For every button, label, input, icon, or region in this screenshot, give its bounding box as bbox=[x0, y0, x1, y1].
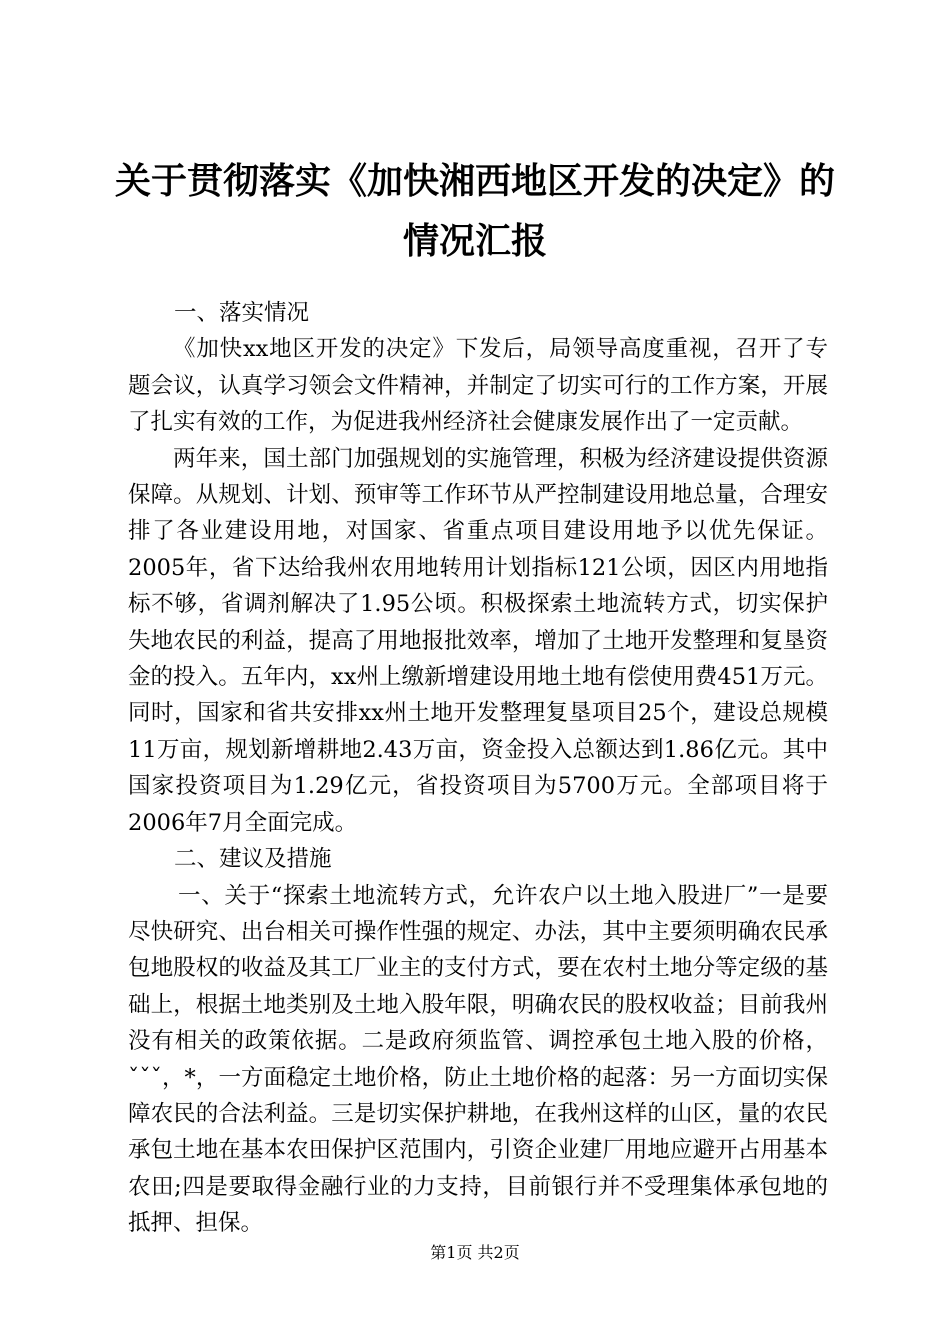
page-footer: 第1页 共2页 bbox=[430, 1243, 520, 1262]
document-title-line-2: 情况汇报 bbox=[402, 221, 547, 262]
paragraph-1: 《加快xx地区开发的决定》下发后，局领导高度重视，召开了专题会议，认真学习领会文件精神，并制定了切实可行的工作方案，开展了扎实有效的工作，为促进我州经济社会健康发展作出了一定贡献。 bbox=[128, 336, 828, 436]
section-heading-implementation: 一、落实情况 bbox=[174, 300, 310, 326]
document-title-line-1: 关于贯彻落实《加快湘西地区开发的决定》的 bbox=[114, 161, 835, 202]
section-heading-suggestions: 二、建议及措施 bbox=[174, 846, 332, 873]
paragraph-2: 两年来，国土部门加强规划的实施管理，积极为经济建设提供资源保障。从规划、计划、预审等工作环节从严控制建设用地总量，合理安排了各业建设用地，对国家、省重点项目建设用地予以优先保证。2005年，省下达给我州农用地转用计划指标121公顷，因区内用地指标不够，省调剂解决了1.95公顷。积极探索土地流转方式，切实保护失地农民的利益，提高了用地报批效率，增加了土地开发整理和复垦资金的投入。五年内，xx州上缴新增建设用地土地有偿使用费451万元。同时，国家和省共安排xx州土地开发整理复垦项目25个，建设总规模11万亩，规划新增耕地2.43万亩，资金投入总额达到1.86亿元。其中国家投资项目为1.29亿元，省投资项目为5700万元。全部项目将于2006年7月全面完成。 bbox=[128, 445, 828, 836]
paragraph-3: 一、关于“探索土地流转方式，允许农户以土地入股进厂”一是要尽快研究、出台相关可操作性强的规定、办法，其中主要须明确农民承包地股权的收益及其工厂业主的支付方式，要在农村土地分等定级的基础上，根据土地类别及土地入股年限，明确农民的股权收益；目前我州没有相关的政策依据。二是政府须监管、调控承包土地入股的价格，ˇˇˇ，*，一方面稳定土地价格，防止土地价格的起落：另一方面切实保障农民的合法利益。三是切实保护耕地，在我州这样的山区，量的农民承包土地在基本农田保护区范围内，引资企业建厂用地应避开占用基本农田;四是要取得金融行业的力支持，目前银行并不受理集体承包地的抵押、担保。 bbox=[128, 882, 828, 1237]
document-body bbox=[128, 295, 828, 1242]
